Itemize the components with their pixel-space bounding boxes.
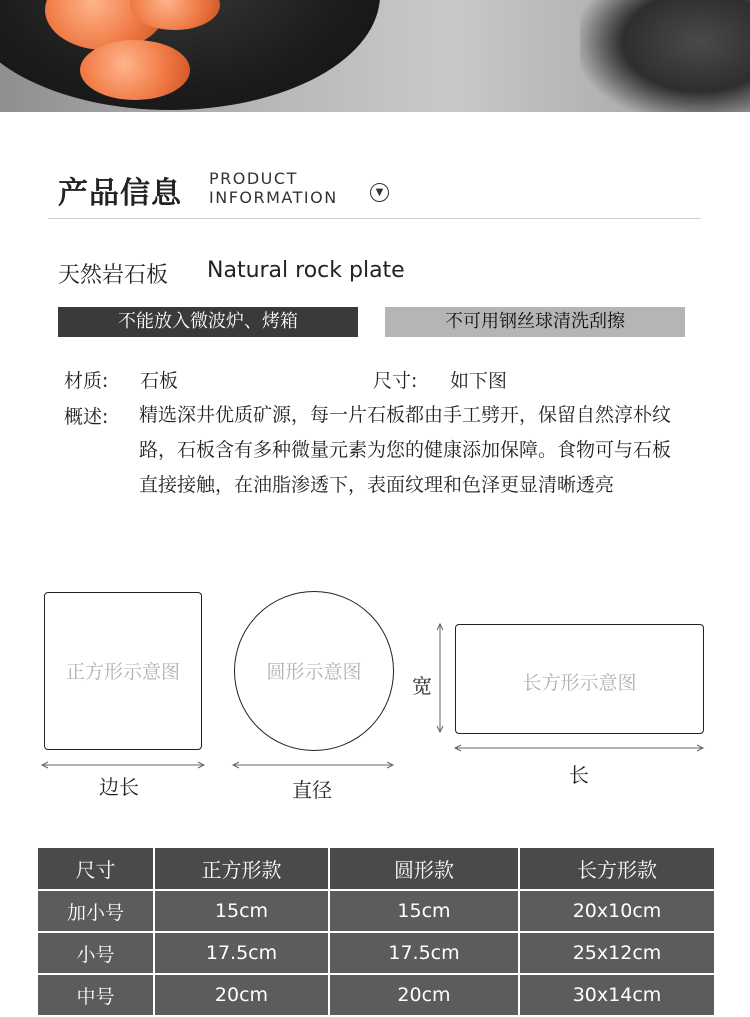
table-header-cell: 长方形款 — [519, 847, 715, 890]
table-cell: 20cm — [154, 974, 329, 1016]
size-table — [36, 846, 716, 1017]
square-diagram-label: 正方形示意图 — [65, 661, 180, 683]
table-cell: 中号 — [37, 974, 154, 1016]
circle-diagram-label: 圆形示意图 — [266, 661, 362, 683]
square-dimension-label: 边长 — [99, 775, 139, 799]
rectangle-width-label: 宽 — [412, 674, 432, 698]
table-cell: 加小号 — [37, 890, 154, 932]
warning-no-microwave: 不能放入微波炉、烤箱 — [58, 307, 358, 337]
table-header-row — [37, 847, 715, 890]
table-cell: 20cm — [329, 974, 519, 1016]
table-cell: 30x14cm — [519, 974, 715, 1016]
size-value: 如下图 — [450, 370, 508, 392]
table-cell: 17.5cm — [329, 932, 519, 974]
table-cell: 15cm — [154, 890, 329, 932]
rectangle-diagram-label: 长方形示意图 — [522, 672, 637, 694]
warning-no-steel-wool: 不可用钢丝球清洗刮擦 — [385, 307, 685, 337]
table-row — [37, 932, 715, 974]
chevron-circle-down-icon: ▼ — [370, 183, 389, 202]
product-name-en: Natural rock plate — [207, 258, 405, 283]
description-text: 精选深井优质矿源，每一片石板都由手工劈开，保留自然淳朴纹路，石板含有多种微量元素为您的健康添加保障。食物可与石板直接接触，在油脂渗透下，表面纹理和色泽更显清晰透亮 — [139, 404, 672, 496]
rectangle-length-label: 长 — [569, 763, 589, 787]
table-cell: 15cm — [329, 890, 519, 932]
material-label: 材质: — [64, 370, 109, 392]
size-label: 尺寸: — [373, 370, 418, 392]
material-value: 石板 — [140, 370, 179, 392]
table-header-cell: 圆形款 — [329, 847, 519, 890]
section-title-en-line1: PRODUCT — [209, 169, 298, 188]
section-title: 产品信息 — [58, 176, 182, 211]
circle-dimension-label: 直径 — [292, 778, 332, 802]
table-row — [37, 890, 715, 932]
table-header-cell: 尺寸 — [37, 847, 154, 890]
section-title-en-line2: INFORMATION — [209, 188, 338, 207]
table-cell: 小号 — [37, 932, 154, 974]
table-row — [37, 974, 715, 1016]
table-cell: 25x12cm — [519, 932, 715, 974]
table-header-cell: 正方形款 — [154, 847, 329, 890]
description-label: 概述: — [64, 406, 109, 428]
table-cell: 17.5cm — [154, 932, 329, 974]
product-name-cn: 天然岩石板 — [58, 263, 169, 288]
table-cell: 20x10cm — [519, 890, 715, 932]
